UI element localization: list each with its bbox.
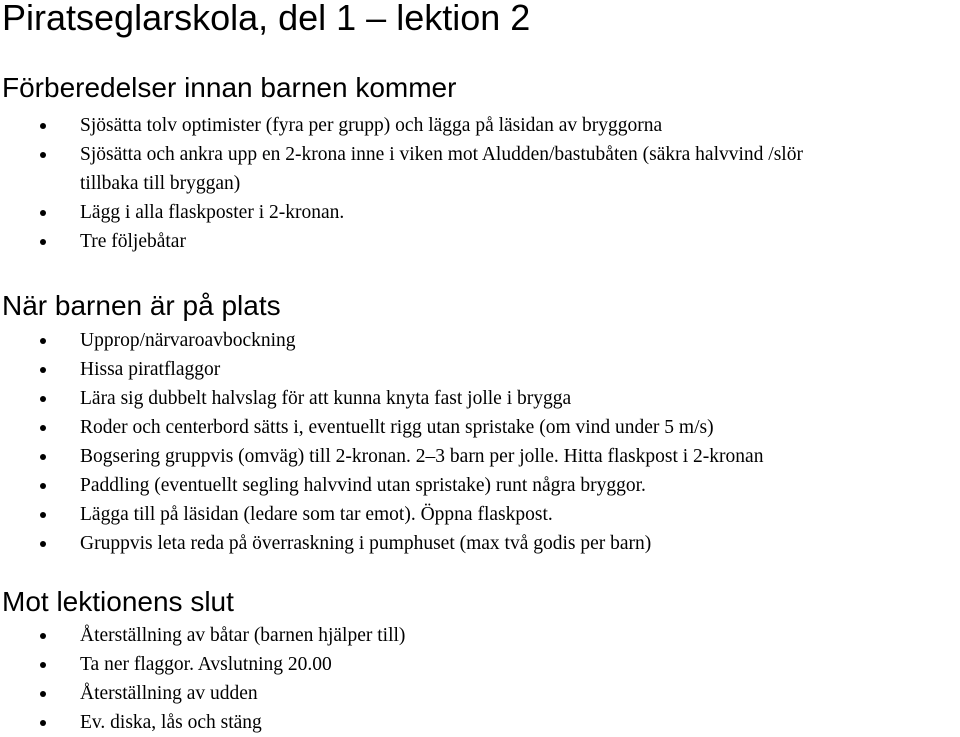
list-item-text: Sjösätta tolv optimister (fyra per grupp) och lägga på läsidan av bryggorna bbox=[80, 115, 663, 136]
bullet-icon bbox=[40, 123, 46, 129]
bullet-icon bbox=[40, 338, 46, 344]
bullet-icon bbox=[40, 720, 46, 726]
bullet-icon bbox=[40, 210, 46, 216]
section-heading-arrival: När barnen är på plats bbox=[2, 290, 281, 321]
list-item-text: Lägga till på läsidan (ledare som tar emot). Öppna flaskpost. bbox=[80, 504, 553, 525]
list-item-text: Sjösätta och ankra upp en 2-krona inne i viken mot Aludden/bastubåten (säkra halvvind /slör bbox=[80, 144, 803, 165]
bullet-icon bbox=[40, 512, 46, 518]
document-title: Piratseglarskola, del 1 – lektion 2 bbox=[2, 0, 531, 38]
section-heading-preparations: Förberedelser innan barnen kommer bbox=[2, 72, 457, 103]
bullet-icon bbox=[40, 633, 46, 639]
list-item-text: Upprop/närvaroavbockning bbox=[80, 330, 296, 351]
list-item-text: Roder och centerbord sätts i, eventuellt rigg utan spristake (om vind under 5 m/s) bbox=[80, 417, 714, 438]
list-item-text: Återställning av udden bbox=[80, 683, 258, 704]
list-item-text: Lära sig dubbelt halvslag för att kunna knyta fast jolle i brygga bbox=[80, 388, 572, 409]
bullet-icon bbox=[40, 425, 46, 431]
list-item-text: Hissa piratflaggor bbox=[80, 359, 221, 380]
bullet-icon bbox=[40, 454, 46, 460]
list-item-text: Återställning av båtar (barnen hjälper till) bbox=[80, 625, 406, 646]
list-item-text: Paddling (eventuellt segling halvvind utan spristake) runt några bryggor. bbox=[80, 475, 646, 496]
bullet-icon bbox=[40, 152, 46, 158]
list-item-text-continued: tillbaka till bryggan) bbox=[80, 173, 241, 194]
bullet-icon bbox=[40, 691, 46, 697]
bullet-icon bbox=[40, 662, 46, 668]
bullet-icon bbox=[40, 367, 46, 373]
bullet-icon bbox=[40, 483, 46, 489]
list-item-text: Ta ner flaggor. Avslutning 20.00 bbox=[80, 654, 332, 675]
section-heading-ending: Mot lektionens slut bbox=[2, 586, 234, 617]
bullet-icon bbox=[40, 396, 46, 402]
bullet-icon bbox=[40, 239, 46, 245]
bullet-icon bbox=[40, 541, 46, 547]
list-item-text: Lägg i alla flaskposter i 2-kronan. bbox=[80, 202, 345, 223]
list-item-text: Gruppvis leta reda på överraskning i pumphuset (max två godis per barn) bbox=[80, 533, 652, 554]
list-item-text: Ev. diska, lås och stäng bbox=[80, 712, 262, 733]
list-item-text: Bogsering gruppvis (omväg) till 2-kronan. 2–3 barn per jolle. Hitta flaskpost i 2-kronan bbox=[80, 446, 764, 467]
list-item-text: Tre följebåtar bbox=[80, 231, 186, 252]
